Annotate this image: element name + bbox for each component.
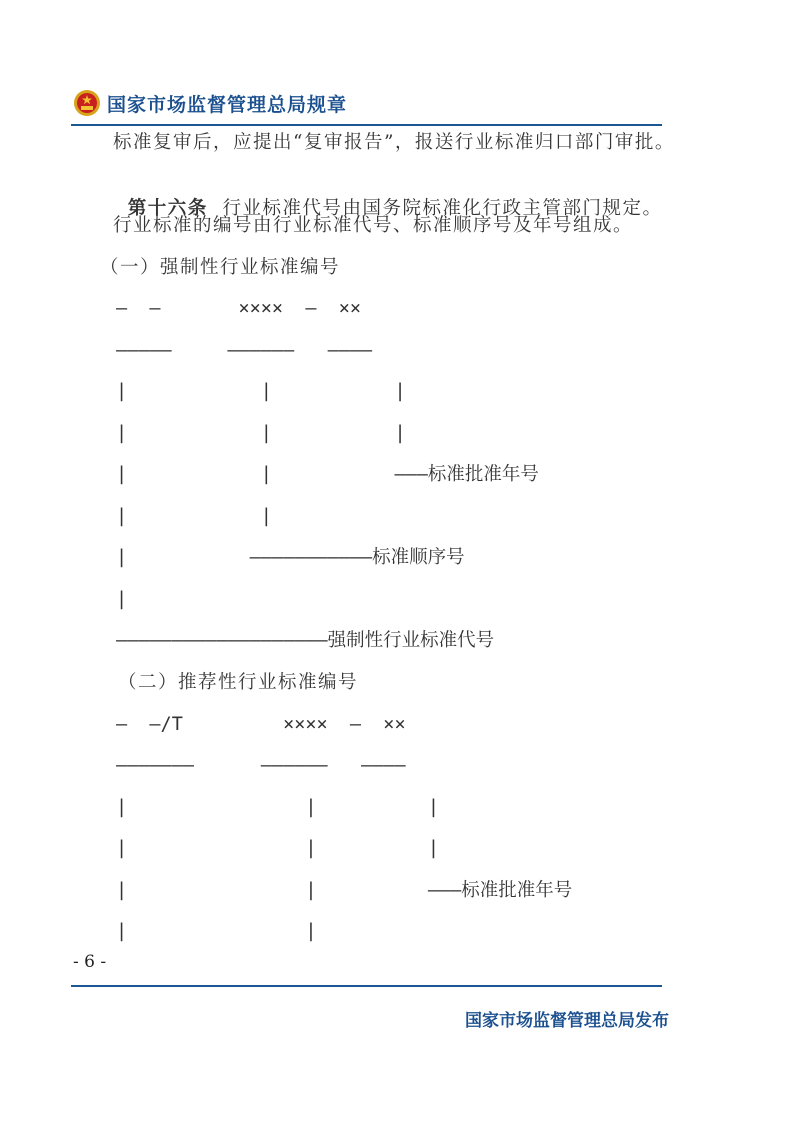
diagram-line: | | | [116, 797, 440, 818]
header-divider [71, 124, 662, 126]
diagram-line: | ———————————标准顺序号 [116, 547, 465, 568]
diagram-line: ——————— —————— ———— [116, 755, 406, 776]
section-title: （一）强制性行业标准编号 [100, 257, 341, 278]
diagram-line: — —/T ×××× — ×× [116, 714, 406, 735]
footer-publisher: 国家市场监督管理总局发布 [465, 1011, 669, 1031]
section-title: （二）推荐性行业标准编号 [118, 672, 359, 693]
diagram-line: | | | [116, 838, 440, 859]
diagram-line: ————— —————— ———— [116, 340, 373, 361]
article-text: 行业标准代号由国务院标准化行政主管部门规定。 [207, 198, 663, 219]
national-emblem-icon [73, 89, 101, 117]
diagram-line: | | [116, 506, 272, 527]
diagram-line: | | ———标准批准年号 [116, 880, 573, 901]
page-number: - 6 - [73, 952, 107, 972]
paragraph-line: 标准复审后，应提出“复审报告”，报送行业标准归口部门审批。 [113, 132, 675, 153]
paragraph-line: 行业标准的编号由行业标准代号、标准顺序号及年号组成。 [113, 215, 634, 236]
diagram-line: ———————————————————强制性行业标准代号 [116, 630, 495, 651]
diagram-line: | | ———标准批准年号 [116, 464, 539, 485]
diagram-line: | | [116, 921, 317, 942]
diagram-line: | | | [116, 381, 406, 402]
header-title: 国家市场监督管理总局规章 [107, 94, 348, 116]
diagram-line: | | | [116, 423, 406, 444]
footer-divider [71, 985, 662, 987]
article-label: 第十六条 [127, 198, 208, 219]
diagram-line: | [116, 589, 128, 610]
diagram-line: — — ×××× — ×× [116, 298, 362, 319]
